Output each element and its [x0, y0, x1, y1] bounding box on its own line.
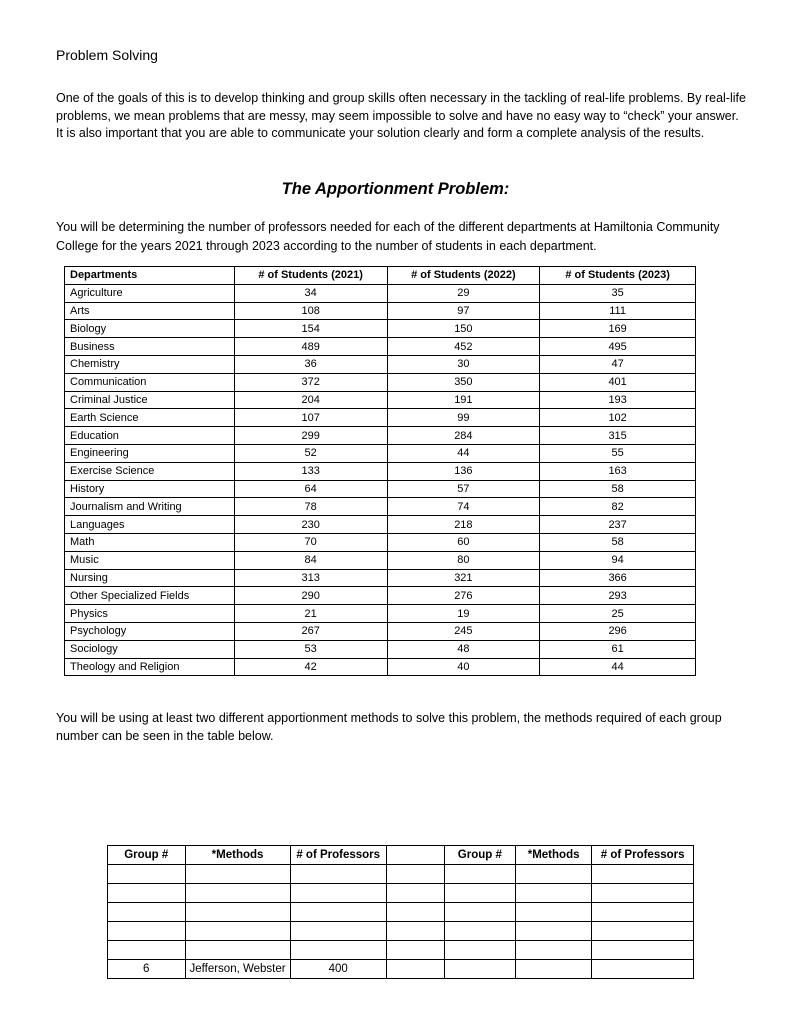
- department-name-cell: Exercise Science: [65, 462, 235, 480]
- student-count-cell: 204: [234, 391, 387, 409]
- student-count-cell: 315: [540, 427, 696, 445]
- student-count-cell: 58: [540, 480, 696, 498]
- department-name-cell: Nursing: [65, 569, 235, 587]
- student-count-cell: 44: [540, 658, 696, 676]
- student-count-cell: 313: [234, 569, 387, 587]
- departments-table-body: [65, 284, 696, 676]
- student-count-cell: 70: [234, 533, 387, 551]
- table-row: [65, 338, 696, 356]
- student-count-cell: 267: [234, 622, 387, 640]
- student-count-cell: 29: [387, 284, 540, 302]
- table-row: [65, 320, 696, 338]
- department-name-cell: Math: [65, 533, 235, 551]
- groups-empty-row: [108, 941, 694, 960]
- student-count-cell: 372: [234, 373, 387, 391]
- student-count-cell: 230: [234, 516, 387, 534]
- groups-header-professors-2: # of Professors: [592, 846, 694, 865]
- groups-header-spacer: [386, 846, 444, 865]
- student-count-cell: 150: [387, 320, 540, 338]
- student-count-cell: 191: [387, 391, 540, 409]
- department-name-cell: Engineering: [65, 444, 235, 462]
- department-name-cell: Communication: [65, 373, 235, 391]
- table-row: [65, 551, 696, 569]
- table-row: [65, 622, 696, 640]
- department-name-cell: Sociology: [65, 640, 235, 658]
- groups-header-methods-2: *Methods: [515, 846, 591, 865]
- groups-table: [107, 845, 694, 979]
- student-count-cell: 52: [234, 444, 387, 462]
- table-row: [65, 480, 696, 498]
- table-row: [65, 302, 696, 320]
- student-count-cell: 82: [540, 498, 696, 516]
- student-count-cell: 97: [387, 302, 540, 320]
- student-count-cell: 401: [540, 373, 696, 391]
- student-count-cell: 99: [387, 409, 540, 427]
- student-count-cell: 80: [387, 551, 540, 569]
- table-row: [65, 498, 696, 516]
- groups-empty-row: [108, 865, 694, 884]
- student-count-cell: 163: [540, 462, 696, 480]
- department-name-cell: Other Specialized Fields: [65, 587, 235, 605]
- intro-paragraph: One of the goals of this is to develop thinking and group skills often necessary in the tackling of real-life problems. By real-life problems, we mean problems that are messy, may seem impossible to solve and have no easy way to “check” your answer. It is also important that you are able to communicate your solution clearly and form a complete analysis of the results.: [56, 91, 746, 140]
- group-number-cell: 6: [108, 960, 186, 979]
- student-count-cell: 42: [234, 658, 387, 676]
- departments-table: [64, 266, 696, 676]
- student-count-cell: 495: [540, 338, 696, 356]
- table-row: [65, 284, 696, 302]
- groups-row-6: [108, 960, 694, 979]
- student-count-cell: 47: [540, 355, 696, 373]
- department-name-cell: Arts: [65, 302, 235, 320]
- student-count-cell: 102: [540, 409, 696, 427]
- department-name-cell: Psychology: [65, 622, 235, 640]
- student-count-cell: 53: [234, 640, 387, 658]
- student-count-cell: 218: [387, 516, 540, 534]
- student-count-cell: 290: [234, 587, 387, 605]
- student-count-cell: 74: [387, 498, 540, 516]
- student-count-cell: 193: [540, 391, 696, 409]
- student-count-cell: 299: [234, 427, 387, 445]
- groups-empty-row: [108, 903, 694, 922]
- table-row: [65, 640, 696, 658]
- student-count-cell: 78: [234, 498, 387, 516]
- department-name-cell: Music: [65, 551, 235, 569]
- column-header-2021: # of Students (2021): [234, 267, 387, 285]
- student-count-cell: 107: [234, 409, 387, 427]
- student-count-cell: 25: [540, 605, 696, 623]
- table-row: [65, 444, 696, 462]
- student-count-cell: 30: [387, 355, 540, 373]
- page-title: Problem Solving: [56, 47, 158, 63]
- department-name-cell: Agriculture: [65, 284, 235, 302]
- student-count-cell: 452: [387, 338, 540, 356]
- table-header-row: [65, 267, 696, 285]
- student-count-cell: 133: [234, 462, 387, 480]
- student-count-cell: 21: [234, 605, 387, 623]
- student-count-cell: 35: [540, 284, 696, 302]
- column-header-2022: # of Students (2022): [387, 267, 540, 285]
- table-row: [65, 373, 696, 391]
- student-count-cell: 293: [540, 587, 696, 605]
- student-count-cell: 40: [387, 658, 540, 676]
- table-row: [65, 355, 696, 373]
- table-row: [65, 427, 696, 445]
- department-name-cell: Physics: [65, 605, 235, 623]
- methods-cell: Jefferson, Webster: [185, 960, 290, 979]
- student-count-cell: 245: [387, 622, 540, 640]
- column-header-2023: # of Students (2023): [540, 267, 696, 285]
- student-count-cell: 94: [540, 551, 696, 569]
- student-count-cell: 321: [387, 569, 540, 587]
- student-count-cell: 55: [540, 444, 696, 462]
- student-count-cell: 111: [540, 302, 696, 320]
- student-count-cell: 284: [387, 427, 540, 445]
- student-count-cell: 489: [234, 338, 387, 356]
- table-row: [65, 533, 696, 551]
- department-name-cell: Earth Science: [65, 409, 235, 427]
- student-count-cell: 169: [540, 320, 696, 338]
- groups-header-professors: # of Professors: [290, 846, 386, 865]
- groups-empty-row: [108, 884, 694, 903]
- department-name-cell: Chemistry: [65, 355, 235, 373]
- department-name-cell: Journalism and Writing: [65, 498, 235, 516]
- student-count-cell: 36: [234, 355, 387, 373]
- table-row: [65, 462, 696, 480]
- table-row: [65, 605, 696, 623]
- methods-paragraph: You will be using at least two different apportionment methods to solve this problem, the methods required of each group number can be seen in the table below.: [56, 711, 722, 743]
- table-row: [65, 587, 696, 605]
- section-heading: The Apportionment Problem:: [281, 180, 510, 198]
- student-count-cell: 108: [234, 302, 387, 320]
- student-count-cell: 61: [540, 640, 696, 658]
- groups-header-methods: *Methods: [185, 846, 290, 865]
- student-count-cell: 276: [387, 587, 540, 605]
- table-row: [65, 516, 696, 534]
- table-row: [65, 391, 696, 409]
- student-count-cell: 237: [540, 516, 696, 534]
- table-row: [65, 658, 696, 676]
- student-count-cell: 64: [234, 480, 387, 498]
- student-count-cell: 48: [387, 640, 540, 658]
- column-header-departments: Departments: [65, 267, 235, 285]
- student-count-cell: 58: [540, 533, 696, 551]
- department-name-cell: Biology: [65, 320, 235, 338]
- student-count-cell: 84: [234, 551, 387, 569]
- department-name-cell: Theology and Religion: [65, 658, 235, 676]
- department-name-cell: History: [65, 480, 235, 498]
- student-count-cell: 366: [540, 569, 696, 587]
- student-count-cell: 154: [234, 320, 387, 338]
- student-count-cell: 34: [234, 284, 387, 302]
- groups-empty-row: [108, 922, 694, 941]
- professors-cell: 400: [290, 960, 386, 979]
- student-count-cell: 296: [540, 622, 696, 640]
- department-name-cell: Business: [65, 338, 235, 356]
- student-count-cell: 57: [387, 480, 540, 498]
- student-count-cell: 136: [387, 462, 540, 480]
- description-paragraph: You will be determining the number of professors needed for each of the different departments at Hamiltonia Community College for the years 2021 through 2023 according to the number of students in each department.: [56, 220, 720, 253]
- groups-header-group: Group #: [108, 846, 186, 865]
- student-count-cell: 350: [387, 373, 540, 391]
- table-row: [65, 569, 696, 587]
- department-name-cell: Education: [65, 427, 235, 445]
- department-name-cell: Languages: [65, 516, 235, 534]
- student-count-cell: 44: [387, 444, 540, 462]
- department-name-cell: Criminal Justice: [65, 391, 235, 409]
- student-count-cell: 60: [387, 533, 540, 551]
- student-count-cell: 19: [387, 605, 540, 623]
- table-row: [65, 409, 696, 427]
- groups-header-group-2: Group #: [444, 846, 515, 865]
- groups-header-row: [108, 846, 694, 865]
